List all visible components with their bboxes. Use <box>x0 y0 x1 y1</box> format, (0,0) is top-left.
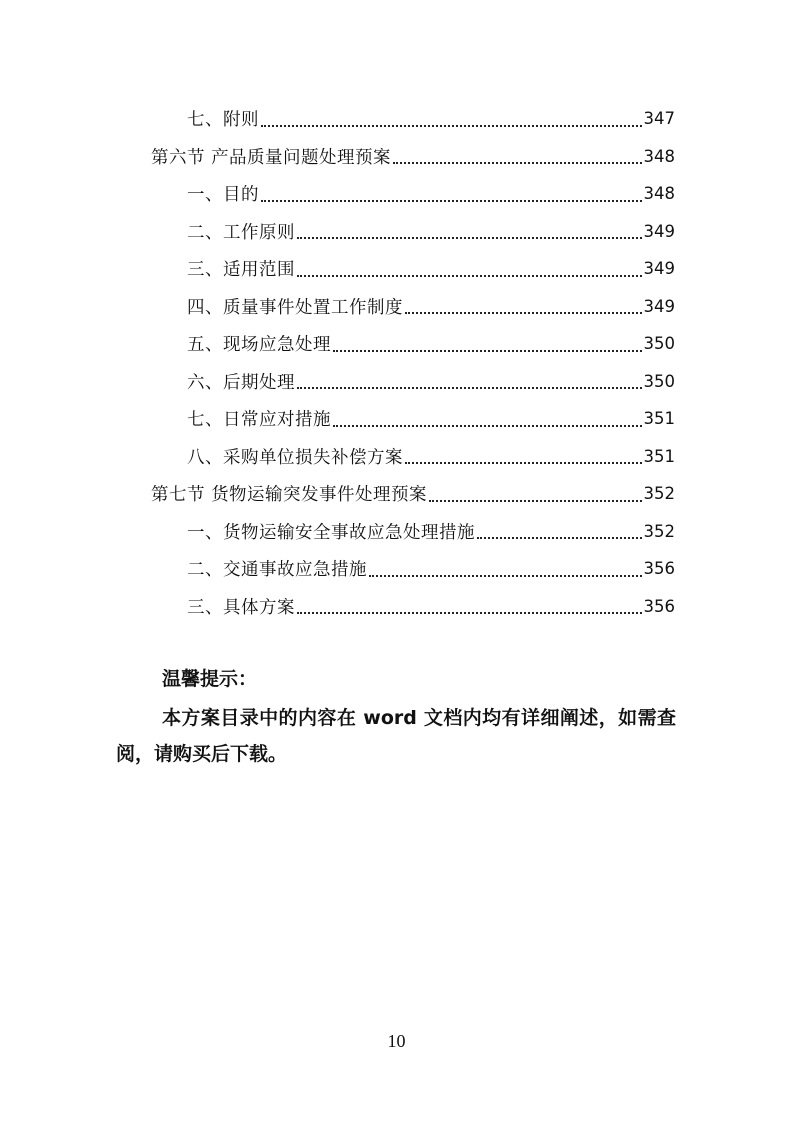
toc-entry-page: 349 <box>643 221 675 241</box>
toc-entry-page: 348 <box>643 146 675 166</box>
toc-section-entry[interactable] <box>151 138 675 175</box>
toc-entry[interactable] <box>187 250 675 287</box>
toc-entry-label: 二、工作原则 <box>187 222 295 243</box>
toc-leader-dots <box>333 350 642 352</box>
toc-entry-page: 349 <box>643 259 675 278</box>
toc-entry-page: 350 <box>643 334 675 353</box>
toc-entry[interactable] <box>187 288 675 325</box>
toc-entry[interactable] <box>187 438 675 475</box>
toc-entry-label: 四、质量事件处置工作制度 <box>187 297 403 318</box>
toc-entry[interactable] <box>187 213 675 250</box>
toc-leader-dots <box>477 537 642 539</box>
toc-entry[interactable] <box>187 588 675 625</box>
toc-entry-page: 356 <box>643 559 675 578</box>
toc-leader-dots <box>405 312 642 314</box>
toc-leader-dots <box>405 462 642 464</box>
notice-title: 温馨提示： <box>162 668 258 690</box>
page-number: 10 <box>387 1031 406 1051</box>
toc-leader-dots <box>369 575 642 577</box>
toc-entry-label: 二、交通事故应急措施 <box>187 560 367 580</box>
toc-entry[interactable] <box>187 363 675 400</box>
toc-leader-dots <box>297 612 642 614</box>
toc-leader-dots <box>261 200 642 202</box>
toc-entry-page: 348 <box>643 184 675 203</box>
toc-entry-page: 349 <box>643 296 675 316</box>
toc-leader-dots <box>429 500 641 502</box>
toc-entry[interactable] <box>187 513 675 550</box>
toc-entry-page: 351 <box>643 446 675 466</box>
toc-section-entry[interactable] <box>151 475 675 512</box>
toc-entry-label: 七、附则 <box>187 110 259 130</box>
toc-entry[interactable] <box>187 325 675 362</box>
toc-entry-label: 三、具体方案 <box>187 597 295 618</box>
toc-leader-dots <box>297 275 642 277</box>
toc-leader-dots <box>261 125 642 127</box>
toc-leader-dots <box>333 425 642 427</box>
toc-entry-label: 五、现场应急处理 <box>187 335 331 355</box>
toc-entry-page: 352 <box>643 484 675 503</box>
toc-entry-page: 347 <box>643 109 675 128</box>
toc-entry-label: 八、采购单位损失补偿方案 <box>187 447 403 468</box>
toc-leader-dots <box>297 237 642 239</box>
toc-entry-label: 第六节 产品质量问题处理预案 <box>151 147 392 168</box>
toc-entry-page: 350 <box>643 371 675 391</box>
toc-entry-label: 第七节 货物运输突发事件处理预案 <box>151 485 428 505</box>
toc-entry[interactable] <box>187 100 675 137</box>
toc-leader-dots <box>297 387 642 389</box>
toc-entry[interactable] <box>187 175 675 212</box>
toc-entry-page: 356 <box>643 596 675 616</box>
notice-body: 本方案目录中的内容在 word 文档内均有详细阐述，如需查阅，请购买后下载。 <box>116 707 676 765</box>
toc-entry-label: 一、货物运输安全事故应急处理措施 <box>187 522 475 543</box>
toc-entry[interactable] <box>187 400 675 437</box>
toc-entry-label: 六、后期处理 <box>187 372 295 393</box>
toc-entry-label: 七、日常应对措施 <box>187 410 331 430</box>
toc-entry-page: 352 <box>643 521 675 541</box>
toc-leader-dots <box>393 162 641 164</box>
toc-entry-label: 三、适用范围 <box>187 260 295 280</box>
toc-entry-label: 一、目的 <box>187 185 259 205</box>
toc-entry[interactable] <box>187 550 675 587</box>
toc-entry-page: 351 <box>643 409 675 428</box>
